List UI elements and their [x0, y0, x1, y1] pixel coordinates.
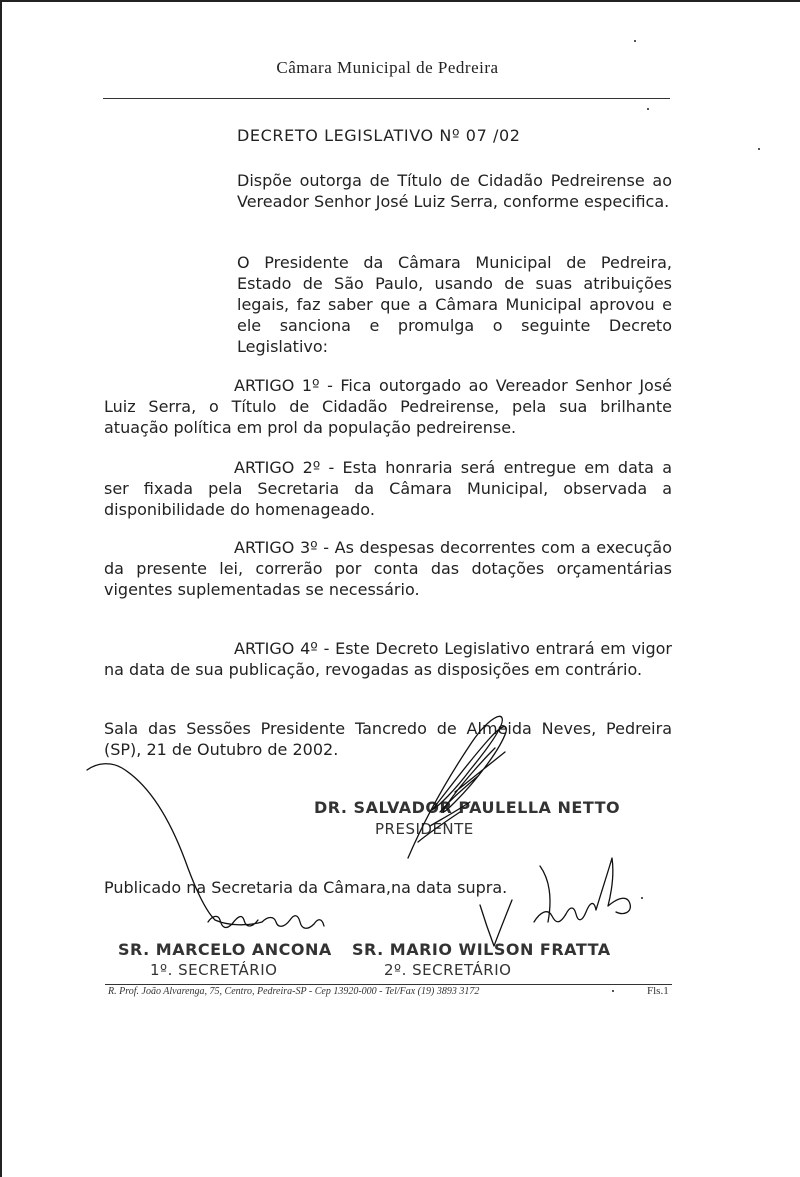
second-secretary-role: 2º. SECRETÁRIO — [384, 961, 512, 979]
second-secretary-signature — [480, 858, 630, 946]
first-secretary-name: SR. MARCELO ANCONA — [118, 940, 332, 959]
scan-speck — [612, 990, 614, 992]
footer-page-number: Fls.1 — [647, 985, 669, 997]
scan-speck — [758, 148, 760, 150]
place-and-date: Sala das Sessões Presidente Tancredo de Almeida Neves, Pedreira (SP), 21 de Outubro de 2002. — [104, 719, 672, 759]
decree-preamble: O Presidente da Câmara Municipal de Pedreira, Estado de São Paulo, usando de suas atribuições legais, faz saber que a Câmara Municipal aprovou e ele sanciona e promulga o seguinte Decreto Legislativo: — [237, 253, 672, 356]
scan-speck — [641, 897, 643, 899]
scan-speck — [647, 108, 649, 110]
article-2: ARTIGO 2º - Esta honraria será entregue em data a ser fixada pela Secretaria da Câmara Municipal, observada a disponibilidade do homenageado. — [104, 458, 672, 519]
scan-border-left — [0, 0, 2, 1177]
decree-ementa: Dispõe outorga de Título de Cidadão Pedreirense ao Vereador Senhor José Luiz Serra, conforme especifica. — [237, 171, 672, 211]
footer-address: R. Prof. João Alvarenga, 75, Centro, Pedreira-SP - Cep 13920-000 - Tel/Fax (19) 3893 3172 — [108, 986, 480, 997]
first-secretary-signature — [87, 764, 324, 929]
article-3: ARTIGO 3º - As despesas decorrentes com a execução da presente lei, correrão por conta das dotações orçamentárias vigentes suplementadas se necessário. — [104, 538, 672, 599]
publication-note: Publicado na Secretaria da Câmara,na data supra. — [104, 878, 508, 897]
president-role: PRESIDENTE — [375, 820, 474, 838]
president-name: DR. SALVADOR PAULELLA NETTO — [314, 798, 621, 817]
letterhead-title: Câmara Municipal de Pedreira — [276, 58, 499, 77]
scan-border-top — [0, 0, 800, 2]
decree-title: DECRETO LEGISLATIVO Nº 07 /02 — [237, 126, 521, 145]
second-secretary-name: SR. MARIO WILSON FRATTA — [352, 940, 611, 959]
scan-speck — [634, 40, 636, 42]
article-4: ARTIGO 4º - Este Decreto Legislativo entrará em vigor na data de sua publicação, revogadas as disposições em contrário. — [104, 639, 672, 679]
letterhead-rule — [103, 98, 670, 99]
footer-rule — [105, 984, 672, 985]
first-secretary-role: 1º. SECRETÁRIO — [150, 961, 278, 979]
article-1: ARTIGO 1º - Fica outorgado ao Vereador Senhor José Luiz Serra, o Título de Cidadão Pedreirense, pela sua brilhante atuação política em prol da população pedreirense. — [104, 376, 672, 437]
